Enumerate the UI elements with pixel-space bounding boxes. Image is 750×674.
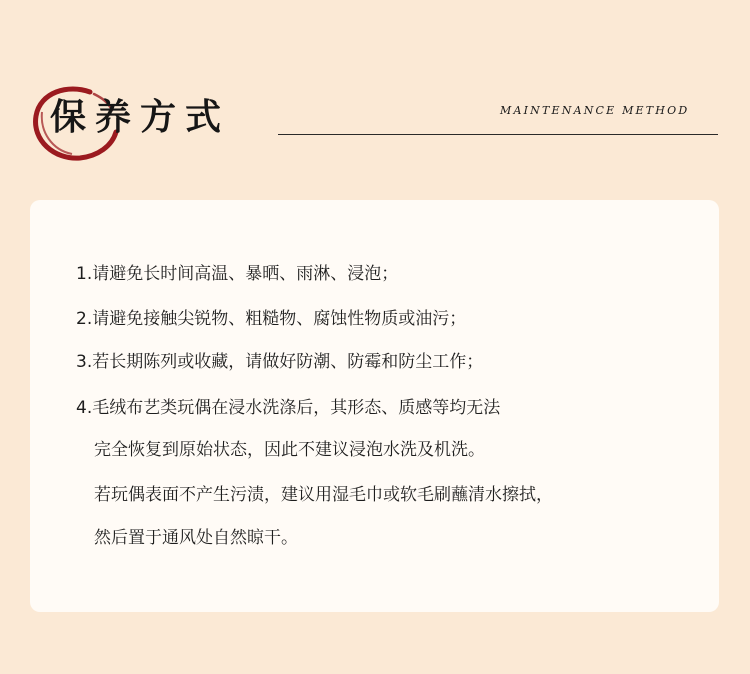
section-header (0, 0, 750, 190)
instruction-line-1: 1.请避免长时间高温、暴晒、雨淋、浸泡； (76, 264, 399, 284)
instruction-line-6: 若玩偶表面不产生污渍，建议用湿毛巾或软毛刷蘸清水擦拭， (94, 485, 553, 505)
maintenance-card (30, 200, 719, 612)
section-title: 保养方式 (50, 96, 231, 138)
instruction-line-3: 3.若长期陈列或收藏，请做好防潮、防霉和防尘工作； (76, 352, 484, 372)
instruction-line-4: 4.毛绒布艺类玩偶在浸水洗涤后，其形态、质感等均无法 (76, 398, 501, 418)
instruction-line-5: 完全恢复到原始状态，因此不建议浸泡水洗及机洗。 (94, 440, 485, 460)
instruction-line-2: 2.请避免接触尖锐物、粗糙物、腐蚀性物质或油污； (76, 309, 467, 329)
section-subtitle: MAINTENANCE METHOD (500, 104, 690, 117)
instruction-line-7: 然后置于通风处自然晾干。 (94, 528, 298, 548)
header-divider (278, 134, 718, 135)
